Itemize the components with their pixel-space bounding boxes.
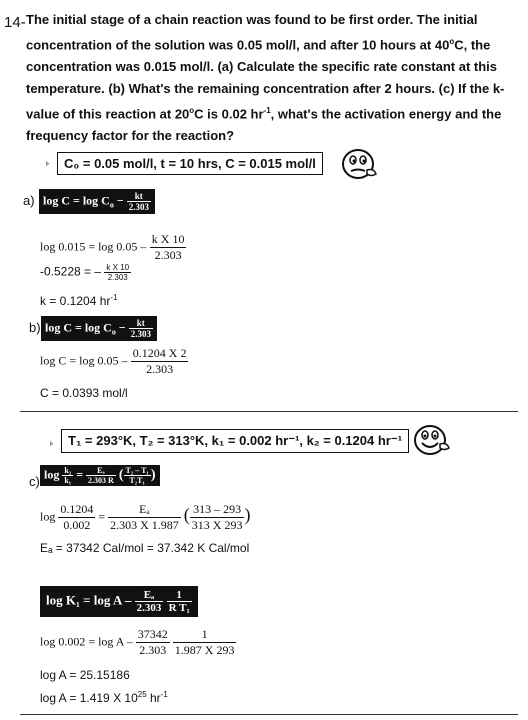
degree-mark-1: o: [449, 36, 455, 46]
part-b-formula: $\log C = \log C_o$ − $\frac{kt}{2.303}$: [41, 316, 157, 341]
question-number: [4, 14, 26, 31]
question-number-text: 14: [4, 14, 21, 31]
question-dash: -: [20, 14, 26, 31]
part-b-label: b): [29, 320, 41, 335]
question-text: [26, 9, 516, 146]
smiling-emoji-icon: [410, 420, 452, 458]
part-d-line-3: log A = 1.419 X $10^{25}$ $hr^{-1}$: [40, 690, 168, 705]
given-text-1: C₀ = 0.05 mol/l, t = 10 hrs, C = 0.015 mol/l: [64, 156, 316, 171]
part-d-line-1: log 0.002 = log A – $\frac{37342}{2.303}$ $\frac{1}{1.987 X 293}$: [40, 627, 235, 657]
part-c-label: c): [29, 474, 40, 489]
part-a-formula: $\log C = \log C_o$ − $\frac{kt}{2.303}$: [39, 189, 155, 214]
part-c-result: Eₐ = 37342 Cal/mol = 37.342 K Cal/mol: [40, 541, 250, 555]
part-a-label: a): [23, 193, 35, 208]
question-text-part-1: The initial stage of a chain reaction was found to be first order. The initial concentration of the solution was 0.05 mol/l, and after 10 hours at 40: [26, 12, 478, 53]
part-b-result: C = 0.0393 mol/l: [40, 386, 128, 400]
part-a-line-1: log 0.015 = log 0.05 – $\frac{\text{k X 10}}{2.303}$: [40, 232, 185, 262]
given-marker-1: ˫: [46, 157, 50, 169]
thinking-emoji-icon: [338, 144, 380, 182]
question-text-part-3: C is 0.02 hr: [194, 105, 264, 121]
section-divider: [20, 411, 518, 412]
question-text-part-4: , what's the activation energy and the frequency factor for the reaction?: [26, 105, 502, 143]
part-d-line-2: log A = 25.15186: [40, 668, 130, 682]
part-a-result: k = 0.1204 $hr^{-1}$: [40, 293, 118, 308]
given-box-2: [61, 429, 409, 453]
question-text-part-2: C, the concentration was 0.015 mol/l. (a) Calculate the specific rate constant at this temperature. (b) What's the remaining concentration after 2 hours. (c) If the k-value of this reaction at 20: [26, 37, 505, 121]
given-text-2: T₁ = 293°K, T₂ = 313°K, k₁ = 0.002 hr⁻¹, k₂ = 0.1204 hr⁻¹: [68, 433, 403, 448]
degree-mark-2: o: [189, 105, 195, 115]
part-c-formula: log $\frac{\text{k₂}}{\text{k₁}}$ = $\frac{\text{Eₐ}}{2.303 R}$ ( $\frac{\text{T₂ – T₁}}{\text{T₂T₁}}$ ): [40, 465, 160, 486]
given-box-1: [57, 152, 323, 175]
part-a-line-2: -0.5228 = – $\frac{\text{k X 10}}{2.303}$: [40, 263, 130, 282]
part-c-line-1: log $\frac{0.1204}{0.002}$ = $\frac{\text{Eₐ}}{2.303 X 1.987}$ ( $\frac{313 - 293}{313 X 293}$ ): [40, 502, 251, 532]
inverse-hour-sup: -1: [263, 105, 271, 115]
given-marker-2: ˫: [50, 437, 54, 449]
part-b-line-1: log C = log 0.05 – $\frac{0.1204 X 2}{2.303}$: [40, 346, 187, 376]
part-d-formula: log K₁ = log A – $\frac{\text{Eₐ}}{2.303}$ $\frac{1}{\text{R T₁}}$: [40, 586, 198, 617]
page-bottom-divider: [20, 714, 518, 715]
